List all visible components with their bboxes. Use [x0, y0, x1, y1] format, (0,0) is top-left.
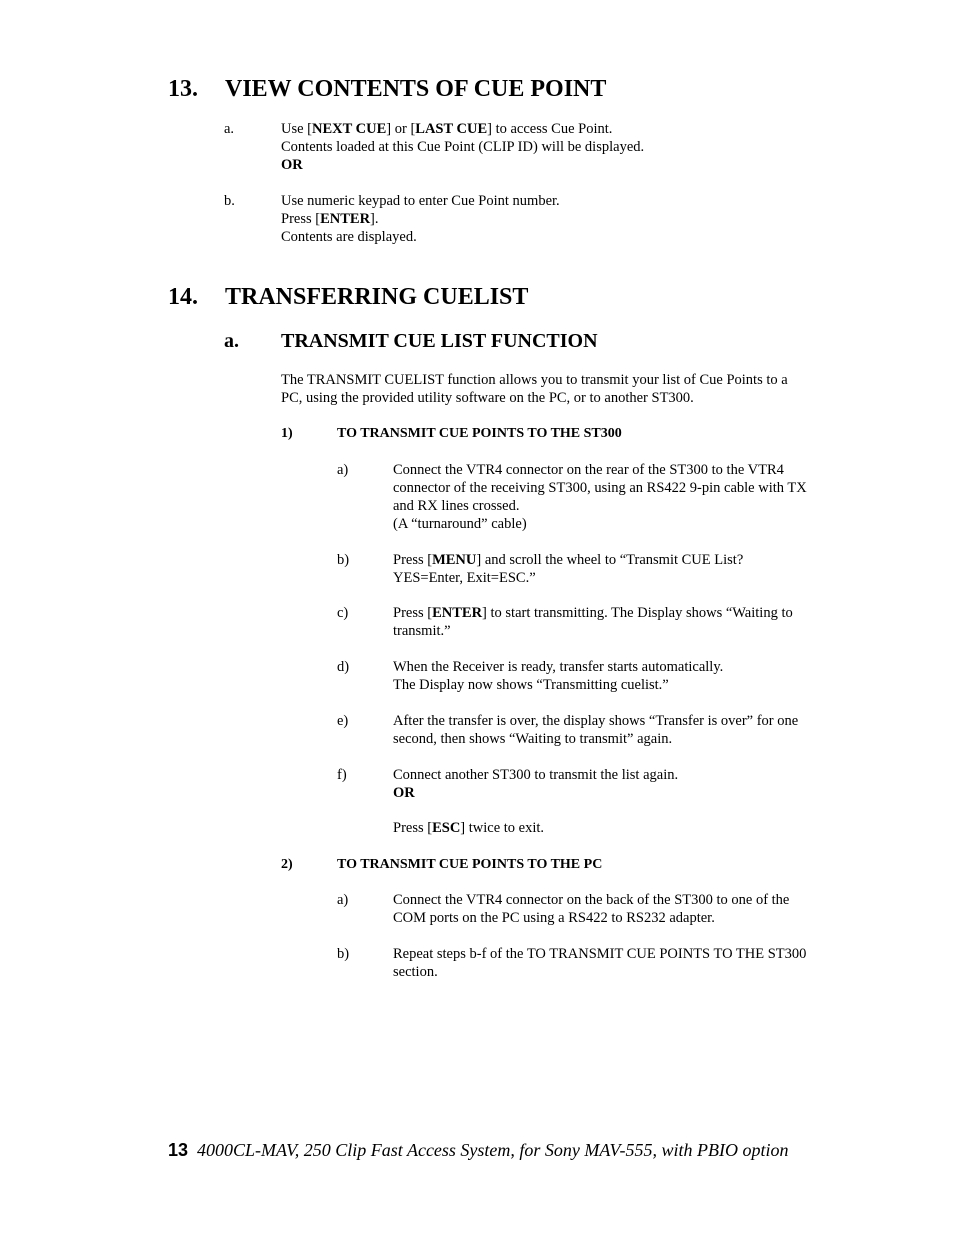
section-14-title: TRANSFERRING CUELIST — [225, 284, 529, 310]
st300-step-d-label: d) — [337, 659, 350, 675]
step-13a-text: Use [NEXT CUE] or [LAST CUE] to access Cue Point. Contents loaded at this Cue Point (CLIP ID) will be displayed. OR — [281, 121, 645, 173]
pc-step-a-label: a) — [337, 892, 349, 908]
page-number: 13 — [168, 1140, 189, 1160]
footer-title: 4000CL-MAV, 250 Clip Fast Access System, for Sony MAV-555, with PBIO option — [197, 1140, 789, 1160]
subsubsection-1-title: TO TRANSMIT CUE POINTS TO THE ST300 — [337, 426, 622, 441]
st300-step-f-exit: Press [ESC] twice to exit. — [393, 820, 545, 836]
st300-step-c-label: c) — [337, 605, 349, 621]
section-14-number: 14. — [168, 284, 198, 310]
subsubsection-1-number: 1) — [281, 426, 293, 441]
subsubsection-2-number: 2) — [281, 857, 293, 872]
st300-step-e-label: e) — [337, 713, 349, 729]
st300-step-b-label: b) — [337, 552, 350, 568]
subsection-a-label: a. — [224, 330, 239, 352]
section-13-number: 13. — [168, 76, 198, 102]
subsubsection-2-title: TO TRANSMIT CUE POINTS TO THE PC — [337, 857, 603, 872]
st300-step-a-label: a) — [337, 462, 349, 478]
pc-step-a-text: Connect the VTR4 connector on the back of the ST300 to one of the COM ports on the PC using a RS422 to RS232 adapter. — [393, 892, 790, 926]
st300-step-f-label: f) — [337, 767, 347, 783]
st300-step-c-text: Press [ENTER] to start transmitting. The Display shows “Waiting to transmit.” — [393, 605, 793, 639]
st300-step-d-text: When the Receiver is ready, transfer starts automatically. The Display now shows “Transmitting cuelist.” — [393, 659, 724, 693]
st300-step-e-text: After the transfer is over, the display shows “Transfer is over” for one second, then shows “Waiting to transmit” again. — [393, 713, 799, 747]
pc-step-b-text: Repeat steps b-f of the TO TRANSMIT CUE POINTS TO THE ST300 section. — [393, 946, 807, 980]
st300-step-b-text: Press [MENU] and scroll the wheel to “Transmit CUE List? YES=Enter, Exit=ESC.” — [393, 552, 744, 586]
section-13-title: VIEW CONTENTS OF CUE POINT — [225, 76, 607, 102]
subsection-a-title: TRANSMIT CUE LIST FUNCTION — [281, 330, 598, 352]
st300-step-a-text: Connect the VTR4 connector on the rear of the ST300 to the VTR4 connector of the receiving ST300, using an RS422 9-pin cable with TX and RX lines crossed. (A “turnaround” cable) — [393, 462, 807, 532]
step-13b-label: b. — [224, 193, 235, 209]
pc-step-b-label: b) — [337, 946, 350, 962]
step-13a-label: a. — [224, 121, 235, 137]
step-13b-text: Use numeric keypad to enter Cue Point number. Press [ENTER]. Contents are displayed. — [281, 193, 560, 245]
st300-step-f-text: Connect another ST300 to transmit the list again. OR — [393, 767, 679, 801]
intro-paragraph: The TRANSMIT CUELIST function allows you to transmit your list of Cue Points to a PC, using the provided utility software on the PC, or to another ST300. — [281, 372, 788, 406]
